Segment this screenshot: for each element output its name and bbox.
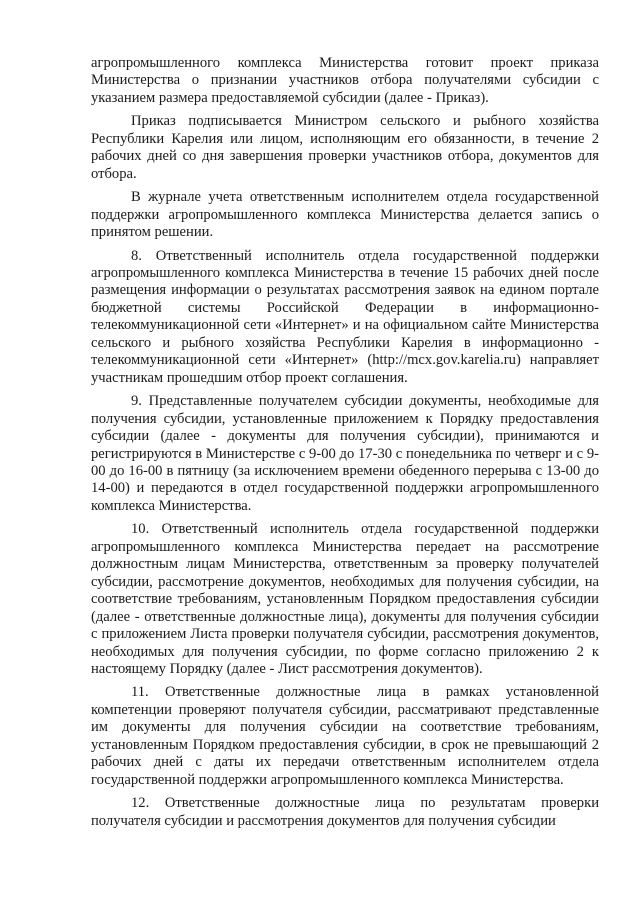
paragraph-continuation: агропромышленного комплекса Министерства готовит проект приказа Министерства о признании участников отбора получателями субсидии с указанием размера предоставляемой субсидии (далее - Приказ). xyxy=(91,55,599,106)
document-body xyxy=(91,55,599,835)
paragraph-item-11: 11. Ответственные должностные лица в рамках установленной компетенции проверяют получателя субсидии, рассматривают представленные им документы для получения субсидии на соответствие требованиям, установленным Порядком предоставления субсидии, в срок не превышающий 2 рабочих дней с даты их передачи ответственным исполнителем отдела государственной поддержки агропромышленного комплекса Министерства. xyxy=(91,684,599,788)
paragraph-journal: В журнале учета ответственным исполнителем отдела государственной поддержки агропромышленного комплекса Министерства делается запись о принятом решении. xyxy=(91,189,599,241)
paragraph-item-8: 8. Ответственный исполнитель отдела государственной поддержки агропромышленного комплекса Министерства в течение 15 рабочих дней после размещения информации о результатах рассмотрения заявок на едином портале бюджетной системы Российской Федерации в информационно-телекоммуникационной сети «Интернет» и на официальном сайте Министерства сельского и рыбного хозяйства Республики Карелия в информационно - телекоммуникационной сети «Интернет» (http://mcx.gov.karelia.ru) направляет участникам прошедшим отбор проект соглашения. xyxy=(91,247,599,386)
paragraph-item-10: 10. Ответственный исполнитель отдела государственной поддержки агропромышленного комплекса Министерства передает на рассмотрение должностным лицам Министерства, ответственным за проверку получателей субсидии, рассмотрение документов, необходимых для получения субсидии, на соответствие требованиям, установленным Порядком предоставления субсидии (далее - ответственные должностные лица), документы для получения субсидии с приложением Листа проверки получателя субсидии, рассмотрения документов, необходимых для получения субсидии, по форме согласно приложению 2 к настоящему Порядку (далее - Лист рассмотрения документов). xyxy=(91,521,599,677)
paragraph-item-12: 12. Ответственные должностные лица по результатам проверки получателя субсидии и рассмотрения документов для получения субсидии xyxy=(91,795,599,829)
paragraph-order-signing: Приказ подписывается Министром сельского и рыбного хозяйства Республики Карелия или лицом, исполняющим его обязанности, в течение 2 рабочих дней со дня завершения проверки участников отбора, документов для отбора. xyxy=(91,113,599,182)
paragraph-item-9: 9. Представленные получателем субсидии документы, необходимые для получения субсидии, установленные приложением к Порядку предоставления субсидии (далее - документы для получения субсидии), принимаются и регистрируются в Министерстве с 9-00 до 17-30 с понедельника по четверг и с 9-00 до 16-00 в пятницу (за исключением времени обеденного перерыва с 13-00 до 14-00) и передаются в отдел государственной поддержки агропромышленного комплекса Министерства. xyxy=(91,393,599,514)
